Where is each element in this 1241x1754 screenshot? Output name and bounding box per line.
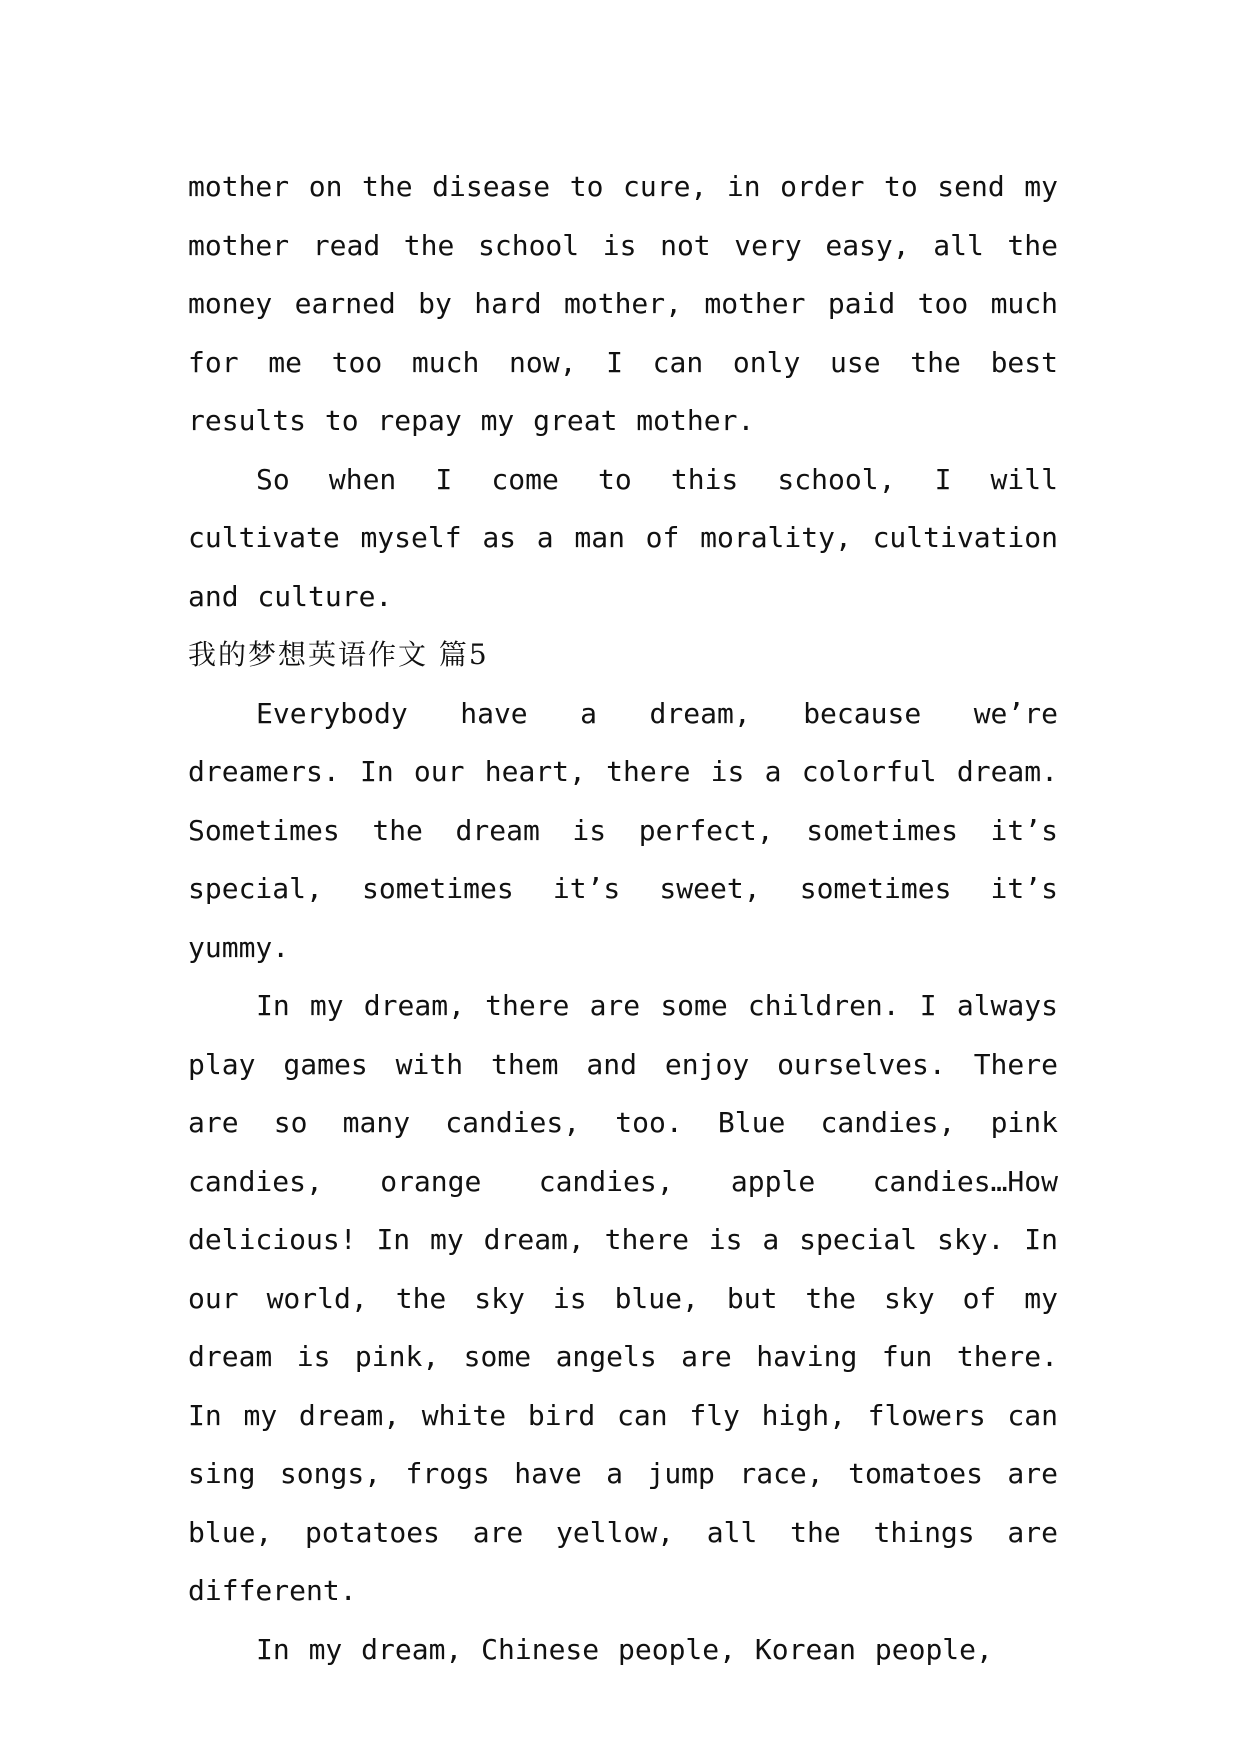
document-body	[188, 158, 1058, 1679]
paragraph-people-dream: In my dream, Chinese people, Korean people,	[256, 1632, 993, 1666]
paragraph-mother: mother on the disease to cure, in order to send my mother read the school is not very easy, all the money earned by hard mother, mother paid too much for me too much now, I can only use the best results to repay my great mother.	[188, 170, 1058, 437]
section-heading: 我的梦想英语作文 篇5	[188, 638, 489, 671]
paragraph-everybody-dream: Everybody have a dream, because we’re dreamers. In our heart, there is a colorful dream. Sometimes the dream is perfect, sometimes it’s special, sometimes it’s sweet, sometimes it’s yummy.	[188, 696, 1058, 964]
paragraph-children-dream: In my dream, there are some children. I always play games with them and enjoy ourselves. There are so many candies, too. Blue candies, pink candies, orange candies, apple candies…How delicious! In my dream, there is a special sky. In our world, the sky is blue, but the sky of my dream is pink, some angels are having fun there. In my dream, white bird can fly high, flowers can sing songs, frogs have a jump race, tomatoes are blue, potatoes are yellow, all the things are different.	[188, 989, 1058, 1607]
paragraph-cultivate: So when I come to this school, I will cultivate myself as a man of morality, cultivation and culture.	[188, 462, 1058, 613]
